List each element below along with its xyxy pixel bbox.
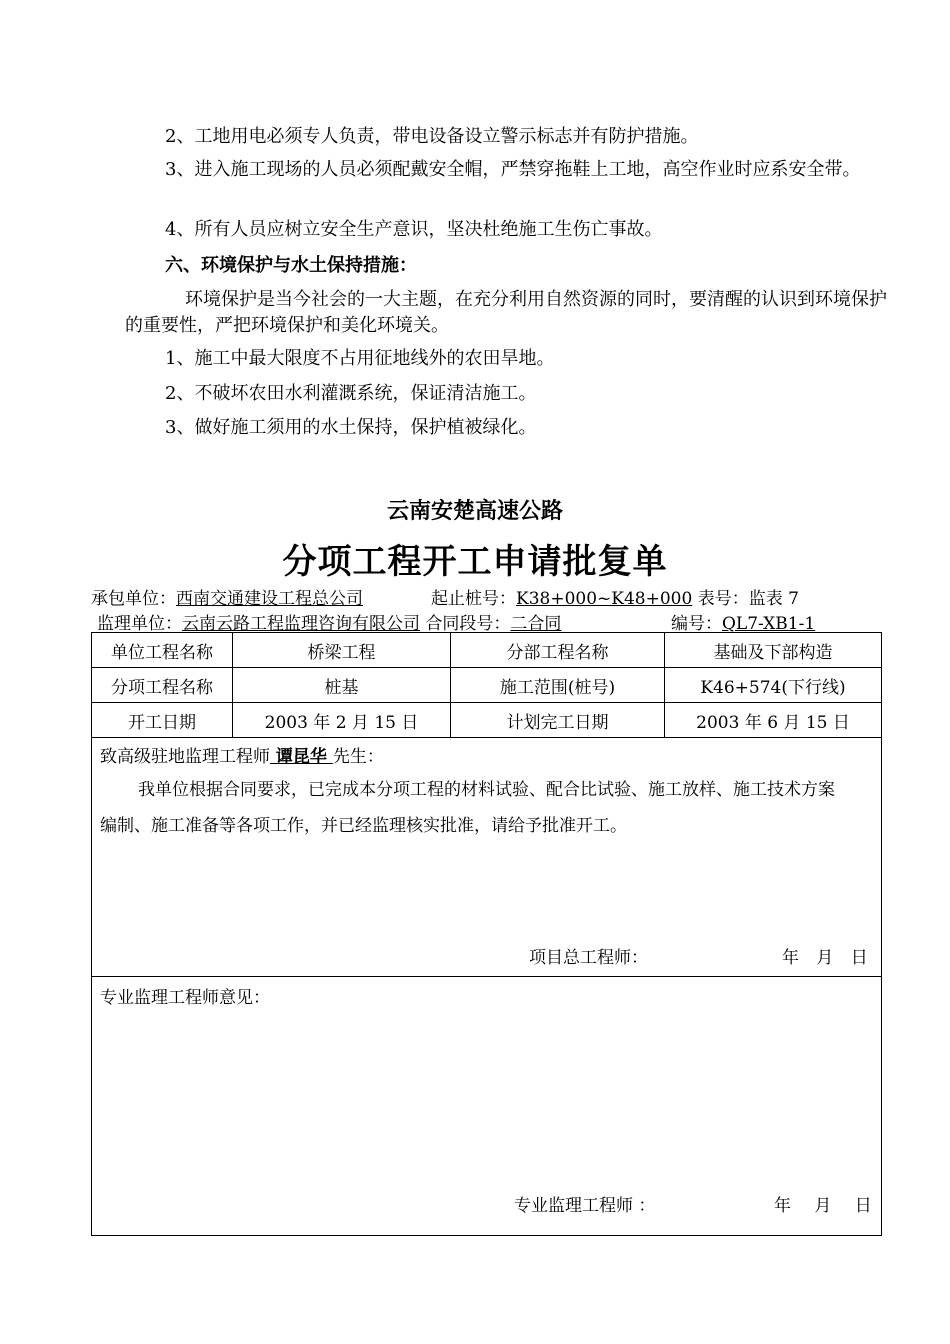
approval-form-table — [91, 632, 882, 1236]
section-item-1: 1、施工中最大限度不占用征地线外的农田旱地。 — [165, 348, 555, 369]
sub-project-value: 桩基 — [233, 668, 451, 703]
addressee-name: 谭昆华 — [270, 747, 333, 767]
opinion-label: 专业监理工程师意见： — [100, 988, 270, 1008]
station-line — [431, 584, 799, 609]
supervisor-value: 云南云路工程监理咨询有限公司 — [182, 614, 420, 634]
planned-finish-value: 2003 年 6 月 15 日 — [665, 703, 882, 738]
table-row — [92, 668, 882, 703]
section-item-3: 3、做好施工须用的水土保持，保护植被绿化。 — [165, 417, 537, 438]
start-date-value: 2003 年 2 月 15 日 — [233, 703, 451, 738]
division-project-value: 基础及下部构造 — [665, 633, 882, 668]
request-text: 我单位根据合同要求，已完成本分项工程的材料试验、配合比试验、施工放样、施工技术方案编制、施工准备等各项工作，并已经监理核实批准，请给予批准开工。 — [100, 780, 835, 836]
date-placeholder-2: 年 月 日 — [774, 1196, 872, 1216]
serial-line — [671, 609, 815, 634]
addressee-prefix: 致高级驻地监理工程师 — [100, 747, 270, 767]
serial-value: QL7-XB1-1 — [722, 614, 816, 634]
unit-project-value: 桥梁工程 — [233, 633, 451, 668]
table-no-label: 表号： — [697, 589, 749, 609]
supervisor-line — [97, 609, 561, 634]
construction-range-label: 施工范围(桩号) — [451, 668, 665, 703]
table-row — [92, 703, 882, 738]
contractor-line — [91, 584, 363, 609]
form-title-project: 云南安楚高速公路 — [386, 499, 563, 524]
section-paragraph: 环境保护是当今社会的一大主题，在充分利用自然资源的同时，要清醒的认识到环境保护的重要性，严把环境保护和美化环境关。 — [125, 289, 887, 336]
intro-item-3: 3、进入施工现场的人员必须配戴安全帽，严禁穿拖鞋上工地，高空作业时应系安全带。 — [165, 159, 861, 180]
chief-engineer-label: 项目总工程师： — [529, 948, 648, 968]
intro-item-2: 2、工地用电必须专人负责，带电设备设立警示标志并有防护措施。 — [165, 126, 699, 147]
date-placeholder-1: 年 月 日 — [782, 948, 868, 968]
contract-label: 合同段号： — [425, 614, 511, 634]
section-heading: 六、环境保护与水土保持措施： — [165, 255, 417, 276]
contractor-label: 承包单位： — [91, 589, 176, 609]
form-title-main: 分项工程开工申请批复单 — [282, 542, 668, 582]
division-project-label: 分部工程名称 — [451, 633, 665, 668]
intro-item-4: 4、所有人员应树立安全生产意识，坚决杜绝施工生伤亡事故。 — [165, 219, 663, 240]
section-item-2: 2、不破坏农田水利灌溉系统，保证清洁施工。 — [165, 383, 537, 404]
contract-value: 二合同 — [510, 614, 562, 634]
sub-project-label: 分项工程名称 — [92, 668, 233, 703]
supervisor-label: 监理单位： — [97, 614, 182, 634]
table-row — [92, 633, 882, 668]
start-date-label: 开工日期 — [92, 703, 233, 738]
addressee-suffix: 先生： — [332, 747, 384, 767]
construction-range-value: K46+574(下行线) — [665, 668, 882, 703]
table-no-value: 监表 7 — [748, 589, 799, 609]
planned-finish-label: 计划完工日期 — [451, 703, 665, 738]
supervisor-engineer-label: 专业监理工程师 ： — [514, 1196, 656, 1216]
station-label: 起止桩号： — [431, 589, 516, 609]
table-row — [92, 977, 882, 1236]
contractor-value: 西南交通建设工程总公司 — [176, 589, 363, 609]
addressee-line — [100, 742, 384, 767]
request-cell — [92, 738, 882, 977]
table-row — [92, 738, 882, 977]
station-value: K38+000~K48+000 — [516, 589, 693, 609]
serial-label: 编号： — [671, 614, 722, 634]
unit-project-label: 单位工程名称 — [92, 633, 233, 668]
opinion-cell — [92, 977, 882, 1236]
